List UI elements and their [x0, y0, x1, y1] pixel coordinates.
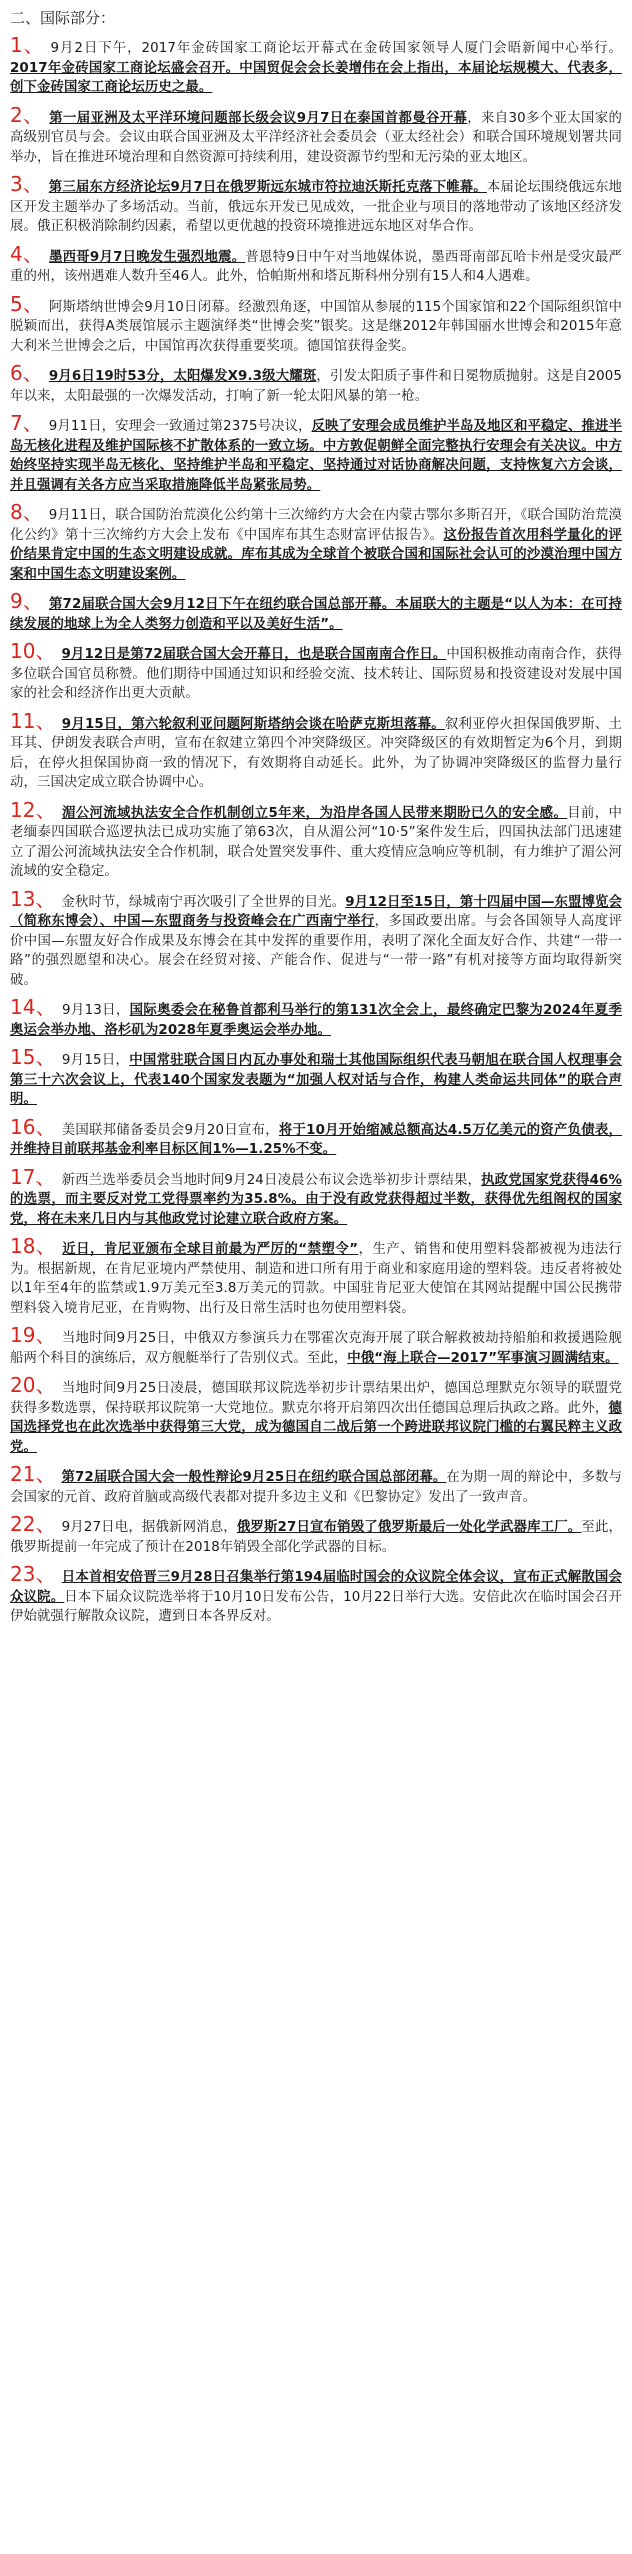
news-item: [10, 1045, 622, 1110]
body-text: 当地时间9月25日凌晨，德国联邦议院选举初步计票结果出炉，德国总理默克尔领导的联盟党获得多数选票，保持联邦议院第一大党地位。默克尔将开启第四次出任德国总理后执政之路。此外，: [10, 1381, 622, 1416]
news-item: [10, 995, 622, 1040]
highlight-text: 俄罗斯27日宣布销毁了俄罗斯最后一处化学武器库工厂。: [236, 1520, 582, 1535]
highlight-text: 中俄“海上联合—2017”军事演习圆满结束。: [347, 1350, 619, 1366]
news-item: [10, 361, 622, 406]
item-number: 10、: [10, 639, 56, 663]
news-item: [10, 500, 622, 584]
body-text: ，来自30多个亚太国家的高级别官员与会。会议由联合国亚洲及太平洋经济社会委员会（亚太经社会）和联合国环境规划署共同举办，旨在推进环境治理和自然资源可持续利用，建设资源节约型和无污染的亚太地区。: [10, 110, 622, 165]
item-number: 12、: [10, 797, 56, 822]
body-text: ，引发太阳质子事件和日冕物质抛射。这是自2005年以来，太阳最强的一次爆发活动，打响了新一轮太阳风暴的第一枪。: [10, 369, 622, 404]
body-text: 9月13日，: [61, 1003, 130, 1018]
news-item: [10, 102, 622, 168]
highlight-text: 德国选择党也在此次选举中获得第三大党，成为德国自二战后第一个跨进联邦议院门槛的右翼民粹主义政党。: [10, 1400, 622, 1455]
body-text: 新西兰选举委员会当地时间9月24日凌晨公布议会选举初步计票结果，: [61, 1172, 482, 1188]
body-text: 美国联邦储备委员会9月20日宣布，: [61, 1122, 279, 1138]
news-item: [10, 589, 622, 634]
highlight-text: 中国常驻联合国日内瓦办事处和瑞士其他国际组织代表马朝旭在联合国人权理事会第三十六次会议上，代表140个国家发表题为“加强人权对话与合作，构建人类命运共同体”的联合声明。: [10, 1053, 622, 1107]
item-number: 20、: [10, 1373, 56, 1397]
item-number: 1、: [10, 33, 45, 57]
section-title: 二、国际部分：: [10, 9, 116, 27]
body-text: 阿斯塔纳世博会9月10日闭幕。经激烈角逐，中国馆从参展的115个国家馆和22个国际组织馆中脱颖而出，获得A类展馆展示主题演绎类“世博会奖”银奖。这是继2012年韩国丽水世博会和2015年意大利米兰世博会之后，中国馆再次获得重要奖项。德国馆获得金奖。: [10, 299, 623, 354]
news-item: [10, 1373, 622, 1457]
body-text: 9月11日，联合国防治荒漠化公约第十三次缔约方大会在内蒙古鄂尔多斯召开，《联合国防治荒漠化公约》第十三次缔约方大会上发布《中国库布其生态财富评估报告》。: [10, 508, 622, 543]
highlight-text: 第一届亚洲及太平洋环境问题部长级会议9月7日在泰国首都曼谷开幕: [49, 110, 468, 126]
item-number: 14、: [10, 995, 56, 1019]
body-text: 叙利亚停火担保国俄罗斯、土耳其、伊朗发表联合声明，宣布在叙建立第四个冲突降级区。冲突降级区的有效期暂定为6个月，到期后，在停火担保国协商一致的情况下，有效期将自动延长。此外，为了协调冲突降级区的监督力量行动，三国决定成立联合协调中心。: [10, 716, 622, 790]
highlight-text: 国际奥委会在秘鲁首都利马举行的第131次全会上，最终确定巴黎为2024年夏季奥运会举办地、洛杉矶为2028年夏季奥运会举办地。: [10, 1003, 622, 1038]
item-number: 3、: [10, 172, 43, 196]
item-number: 22、: [10, 1512, 56, 1536]
news-item: [10, 797, 623, 882]
news-item: [10, 886, 622, 991]
highlight-text: 第72届联合国大会9月12日下午在纽约联合国总部开幕。本届联大的主题是“以人为本：在可持续发展的地球上为全人类努力创造和平以及美好生活”。: [10, 597, 622, 632]
item-number: 11、: [10, 708, 56, 733]
news-item: [10, 241, 622, 287]
news-item: [10, 1164, 622, 1230]
body-text: 目前，中老缅泰四国联合巡逻执法已成功实施了第63次，自从湄公河“10·5”案件发生后，四国执法部门迅速建立了湄公河流域执法安全合作机制，联合处置突发事件、重大疫情应急响应等机制，有力维护了湄公河流域的安全稳定。: [10, 805, 623, 879]
item-number: 23、: [10, 1562, 56, 1586]
highlight-text: 9月15日，第六轮叙利亚问题阿斯塔纳会谈在哈萨克斯坦落幕。: [61, 716, 445, 732]
item-number: 13、: [10, 886, 56, 911]
news-item: [10, 1114, 622, 1160]
item-number: 6、: [10, 361, 43, 385]
body-text: 金秋时节，绿城南宁再次吸引了全世界的目光。: [61, 894, 346, 910]
item-number: 8、: [10, 500, 43, 524]
news-item: [10, 639, 622, 704]
item-number: 18、: [10, 1234, 57, 1258]
body-text: 当地时间9月25日，中俄双方参演兵力在鄂霍次克海开展了联合解救被劫持船舶和救援遇险舰船两个科目的演练后，双方舰艇举行了告别仪式。至此，: [10, 1331, 622, 1366]
body-text: 在为期一周的辩论中，多数与会国家的元首、政府首脑或高级代表都对提升多边主义和《巴黎协定》发出了一致声音。: [10, 1470, 622, 1505]
item-number: 4、: [10, 241, 44, 266]
body-text: 至此，俄罗斯提前一年完成了预计在2018年销毁全部化学武器的目标。: [10, 1520, 622, 1555]
body-text: 本届论坛围绕俄远东地区开发主题举办了多场活动。当前，俄远东开发已见成效，一批企业与项目的落地带动了该地区经济发展。俄正积极消除制约因素，希望以更优越的投资环境推进远东地区对华合作。: [10, 180, 623, 234]
highlight-text: 这份报告首次用科学量化的评价结果肯定中国的生态文明建设成就。库布其成为全球首个被联合国和国际社会认可的沙漠治理中国方案和中国生态文明建设案例。: [10, 527, 622, 582]
news-item: [10, 172, 623, 237]
body-text: ，多国政要出席。与会各国领导人高度评价中国—东盟友好合作成果及东博会在其中发挥的重要作用，表明了深化全面友好合作、共建“一带一路”的强烈愿望和决心。展会在经贸对接、产能合作、促进与“一带一路”有机对接等方面均取得新突破。: [10, 914, 622, 988]
highlight-text: 第三届东方经济论坛9月7日在俄罗斯远东城市符拉迪沃斯托克落下帷幕。: [48, 180, 487, 195]
body-text: 中国积极推动南南合作，获得多位联合国官员称赞。他们期待中国通过知识和经验交流、技术转让、国际贸易和投资建设对发展中国家的社会和经济作出更大贡献。: [10, 647, 622, 701]
highlight-text: 9月12日至15日，第十四届中国—东盟博览会（简称东博会）、中国—东盟商务与投资峰会在广西南宁举行: [10, 894, 622, 929]
news-item: [10, 1512, 622, 1557]
body-text: ，生产、销售和使用塑料袋都被视为违法行为。根据新规，在肯尼亚境内严禁使用、制造和进口所有用于商业和家庭用途的塑料袋。违反者将被处以1年至4年的监禁或1.9万美元至3.8万美元的罚款。中国驻肯尼亚大使馆在其网站提醒中国公民携带塑料袋入境肯尼亚，在肯购物、出行及日常生活时也勿使用塑料袋。: [10, 1242, 622, 1316]
item-number: 15、: [10, 1045, 56, 1069]
highlight-text: 近日，肯尼亚颁布全球目前最为严厉的“禁塑令”: [62, 1242, 359, 1257]
news-item: [10, 33, 622, 98]
news-list: [10, 33, 623, 1627]
item-number: 17、: [10, 1164, 56, 1189]
news-item: [10, 291, 623, 357]
item-number: 5、: [10, 291, 43, 316]
body-text: 日本下届众议院选举将于10月10日发布公告，10月22日举行大选。安倍此次在临时国会召开伊始就强行解散众议院，遭到日本各界反对。: [10, 1589, 622, 1624]
highlight-text: 日本首相安倍晋三9月28日召集举行第194届临时国会的众议院全体会议，宣布正式解散国会众议院。: [10, 1570, 623, 1605]
item-number: 7、: [10, 411, 43, 435]
news-item: [10, 1462, 622, 1507]
item-number: 19、: [10, 1323, 56, 1347]
highlight-text: 第72届联合国大会一般性辩论9月25日在纽约联合国总部闭幕。: [61, 1470, 447, 1485]
highlight-text: 9月12日是第72届联合国大会开幕日，也是联合国南南合作日。: [61, 647, 447, 662]
news-item: [10, 411, 622, 495]
news-item: [10, 1562, 623, 1627]
highlight-text: 墨西哥9月7日晚发生强烈地震。: [49, 249, 246, 265]
item-number: 16、: [10, 1114, 56, 1139]
highlight-text: 湄公河流域执法安全合作机制创立5年来，为沿岸各国人民带来期盼已久的安全感。: [62, 805, 568, 821]
news-item: [10, 708, 622, 793]
item-number: 21、: [10, 1462, 56, 1486]
highlight-text: 将于10月开始缩减总额高达4.5万亿美元的资产负债表，并维持目前联邦基金利率目标区间1%—1.25%不变。: [10, 1122, 622, 1157]
highlight-text: 执政党国家党获得46%的选票，而主要反对党工党得票率约为35.8%。由于没有政党获得超过半数，获得优先组阁权的国家党，将在未来几日内与其他政党讨论建立联合政府方案。: [10, 1172, 622, 1227]
body-text: 9月11日，安理会一致通过第2375号决议，: [48, 419, 312, 434]
body-text: 9月27日电，据俄新网消息，: [61, 1520, 237, 1535]
highlight-text: 2017年金砖国家工商论坛盛会召开。中国贸促会会长姜增伟在会上指出，本届论坛规模大、代表多，创下金砖国家工商论坛历史之最。: [10, 60, 622, 95]
body-text: 9月15日，: [61, 1053, 130, 1068]
news-item: [10, 1234, 622, 1318]
body-text: 9月2日下午，2017年金砖国家工商论坛开幕式在金砖国家领导人厦门会晤新闻中心举行。: [50, 41, 622, 56]
highlight-text: 反映了安理会成员维护半岛及地区和平稳定、推进半岛无核化进程及维护国际核不扩散体系的一致立场。中方敦促朝鲜全面完整执行安理会有关决议。中方始终坚持实现半岛无核化、坚持维护半岛和平稳定、坚持通过对话协商解决问题，支持恢复六方会谈，并且强调有关各方应当采取措施降低半岛紧张局势。: [10, 419, 622, 493]
body-text: 普恩特9日中午对当地媒体说，墨西哥南部瓦哈卡州是受灾最严重的州，该州遇难人数升至46人。此外，恰帕斯州和塔瓦斯科州分别有15人和4人遇难。: [10, 249, 622, 284]
highlight-text: 9月6日19时53分，太阳爆发X9.3级大耀斑: [48, 369, 317, 384]
news-item: [10, 1323, 622, 1368]
item-number: 9、: [10, 589, 43, 613]
item-number: 2、: [10, 102, 44, 127]
